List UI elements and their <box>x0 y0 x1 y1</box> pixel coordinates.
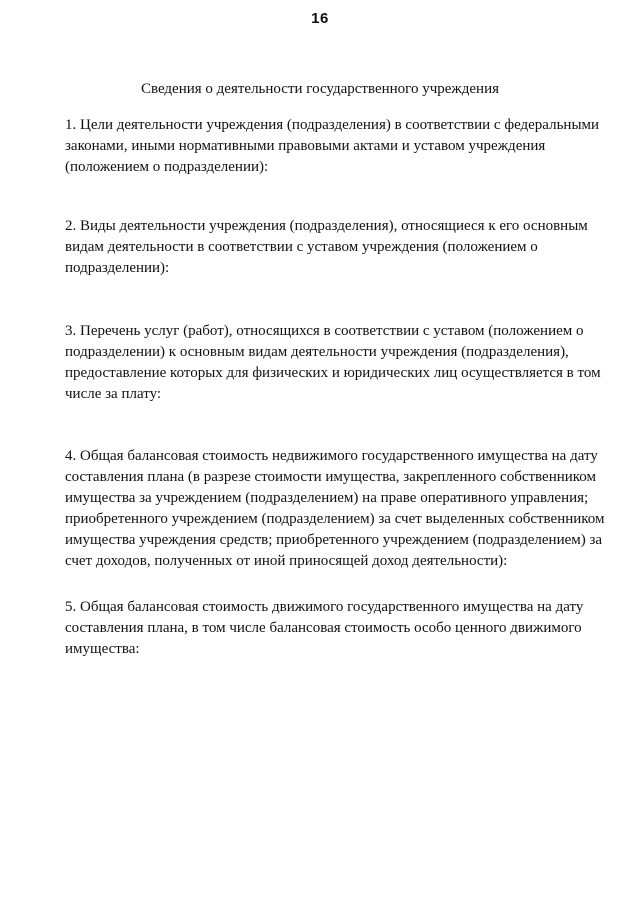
section-2-line-2: видам деятельности в соответствии с уставом учреждения (положением о <box>65 239 538 255</box>
page-number: 16 <box>311 10 329 27</box>
section-4-line-1: 4. Общая балансовая стоимость недвижимого государственного имущества на дату <box>65 448 598 464</box>
section-4-line-5: имущества учреждения средств; приобретенного учреждением (подразделением) за <box>65 532 603 548</box>
section-5-movable-property-value <box>65 597 590 660</box>
section-4-line-6: счет доходов, полученных от иной приносящей доход деятельности): <box>65 553 508 569</box>
section-4-real-estate-value <box>65 446 605 572</box>
section-4-line-2: составления плана (в разрезе стоимости имущества, закрепленного собственником <box>65 469 597 485</box>
section-5-line-2: составления плана, в том числе балансовая стоимость особо ценного движимого <box>65 620 582 636</box>
section-5-line-1: 5. Общая балансовая стоимость движимого государственного имущества на дату <box>65 599 584 615</box>
section-1-line-1: 1. Цели деятельности учреждения (подразделения) в соответствии с федеральными <box>65 117 600 133</box>
section-5-line-3: имущества: <box>65 641 140 657</box>
section-2-line-1: 2. Виды деятельности учреждения (подразделения), относящиеся к его основным <box>65 218 588 234</box>
section-4-line-4: приобретенного учреждением (подразделением) за счет выделенных собственником <box>65 511 605 527</box>
section-3-line-1: 3. Перечень услуг (работ), относящихся в соответствии с уставом (положением о <box>65 323 584 339</box>
section-3-line-2: подразделении) к основным видам деятельности учреждения (подразделения), <box>65 344 569 360</box>
section-2-activity-types <box>65 216 590 279</box>
section-1-line-2: законами, иными нормативными правовыми актами и уставом учреждения <box>65 138 546 154</box>
section-3-line-3: предоставление которых для физических и юридических лиц осуществляется в том <box>65 365 601 381</box>
section-3-services-list <box>65 321 601 405</box>
section-3-line-4: числе за плату: <box>65 386 162 402</box>
section-4-line-3: имущества за учреждением (подразделением) на праве оперативного управления; <box>65 490 589 506</box>
section-1-goals <box>65 115 600 178</box>
section-2-line-3: подразделении): <box>65 260 170 276</box>
section-1-line-3: (положением о подразделении): <box>65 159 269 175</box>
document-title: Сведения о деятельности государственного учреждения <box>140 81 500 97</box>
